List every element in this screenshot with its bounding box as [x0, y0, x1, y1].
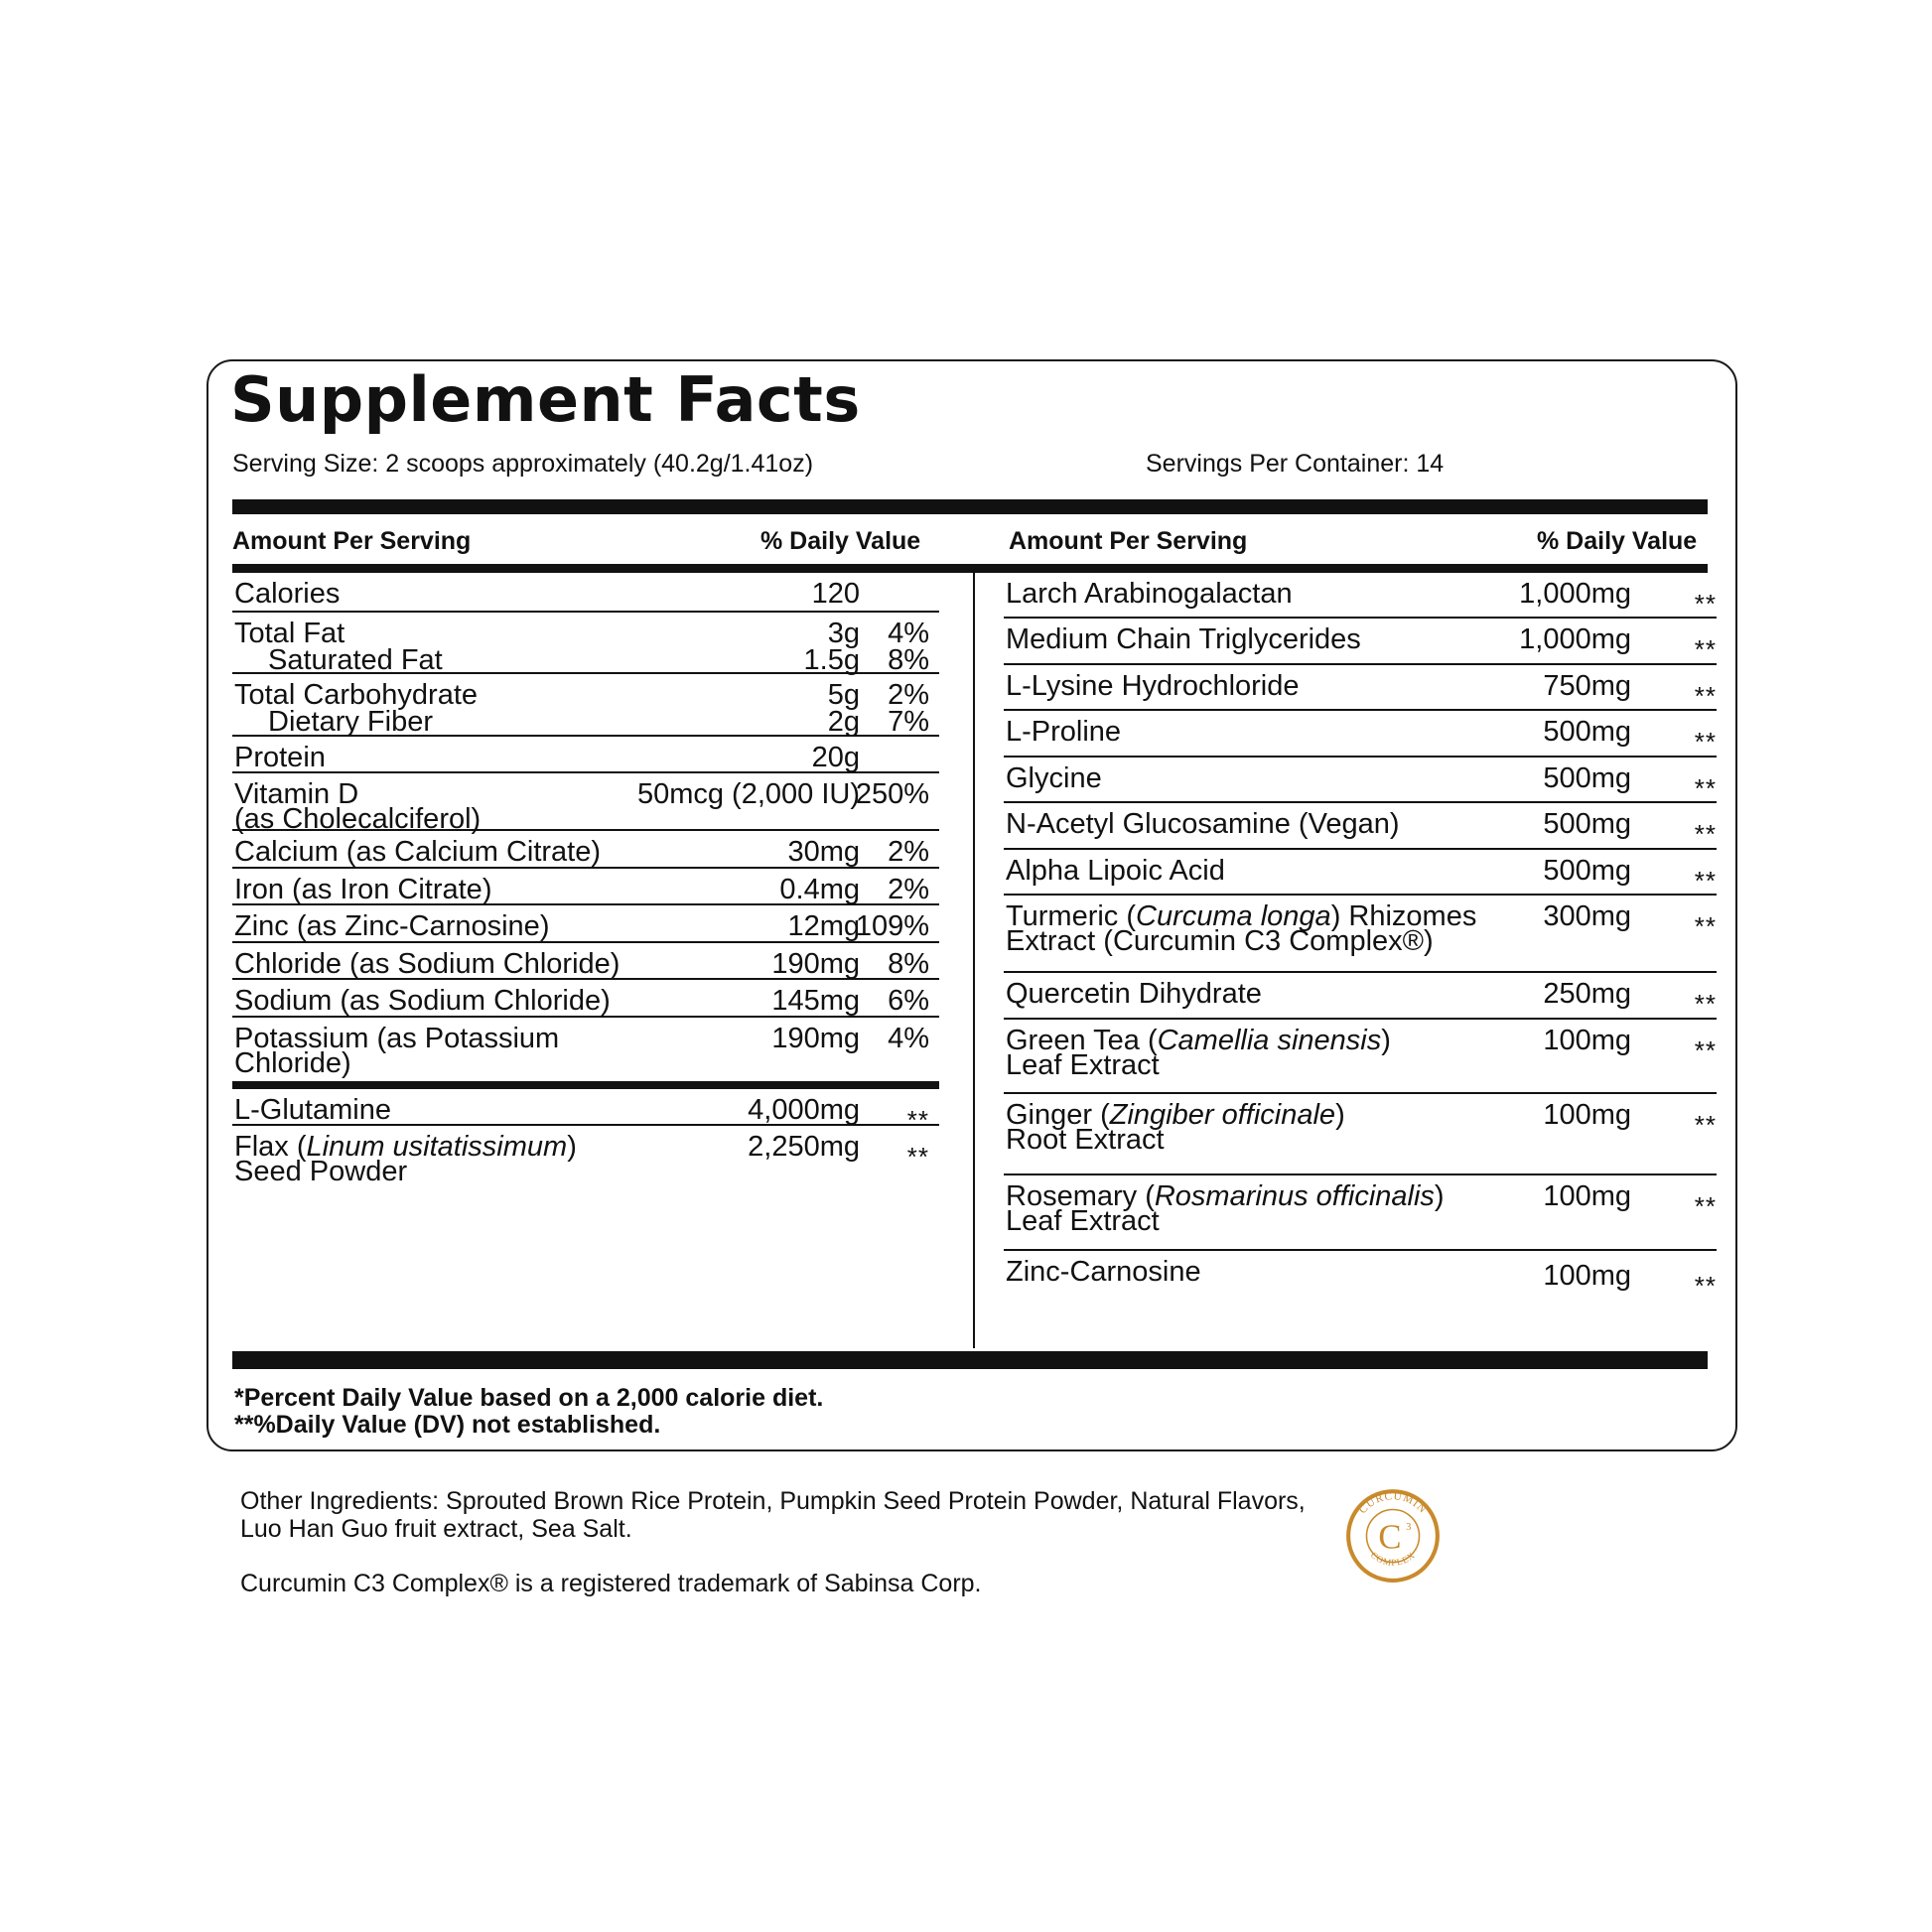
name-prefix: Ginger (: [1006, 1099, 1110, 1131]
nutrient-name: Medium Chain Triglycerides: [1006, 623, 1361, 655]
nutrient-row: [232, 869, 939, 905]
name-prefix: Turmeric (: [1006, 900, 1137, 932]
daily-value: 2%: [888, 874, 929, 905]
right-nutrient-list: [1004, 573, 1717, 1311]
nutrient-row: [1004, 1094, 1717, 1175]
amount-value: 100mg: [1543, 1260, 1631, 1292]
right-amount-header: Amount Per Serving: [1009, 527, 1248, 555]
daily-value: 4%: [888, 618, 929, 649]
dv-not-established: **: [1694, 727, 1717, 757]
column-divider: [973, 572, 975, 1348]
amount-value: 1,000mg: [1519, 623, 1631, 655]
nutrient-name: Iron (as Iron Citrate): [234, 874, 492, 905]
name-suffix: ): [1335, 1099, 1345, 1131]
dv-not-established: **: [1694, 589, 1717, 619]
curcumin-c3-seal-icon: [1342, 1483, 1444, 1585]
left-nutrient-list: [232, 573, 939, 1187]
nutrient-row: [1004, 850, 1717, 896]
name-suffix: ): [1381, 1025, 1391, 1056]
amount-value: 3g: [827, 618, 860, 649]
nutrient-name: Total Carbohydrate: [234, 679, 479, 711]
nutrient-name: L-Glutamine: [234, 1094, 391, 1126]
sub-nutrient-name: Saturated Fat: [268, 644, 443, 676]
amount-value: 500mg: [1543, 855, 1631, 887]
svg-text:C: C: [1378, 1517, 1402, 1557]
other-ingredients: Other Ingredients: Sprouted Brown Rice Protein, Pumpkin Seed Protein Powder, Natural Flavors, Luo Han Guo fruit extract, Sea Salt.: [240, 1487, 1306, 1543]
nutrient-row: [1004, 711, 1717, 758]
amount-value: 750mg: [1543, 670, 1631, 702]
dv-not-established: **: [1694, 1191, 1717, 1221]
nutrient-name: Vitamin D: [234, 778, 359, 810]
amount-value: 100mg: [1543, 1025, 1631, 1056]
dv-not-established: **: [1694, 819, 1717, 849]
nutrient-row: [1004, 758, 1717, 803]
amount-value: 500mg: [1543, 808, 1631, 840]
nutrient-row: [232, 674, 939, 737]
nutrient-name: Zinc (as Zinc-Carnosine): [234, 910, 550, 942]
dv-not-established: **: [1694, 911, 1717, 941]
nutrient-name: Glycine: [1006, 762, 1102, 794]
dv-not-established: **: [1694, 773, 1717, 803]
bottom-thick-rule: [232, 1351, 1708, 1369]
name-suffix: ) Rhizomes: [1330, 900, 1477, 932]
amount-value: 500mg: [1543, 762, 1631, 794]
name-latin: Camellia sinensis: [1157, 1025, 1382, 1056]
nutrient-name: Total Fat: [234, 618, 345, 649]
nutrient-name: Alpha Lipoic Acid: [1006, 855, 1225, 887]
name-latin: Curcuma longa: [1136, 900, 1331, 932]
nutrient-row: [232, 905, 939, 943]
nutrient-name: Zinc-Carnosine: [1006, 1256, 1201, 1288]
nutrient-row: [232, 943, 939, 980]
nutrient-name-line2: Leaf Extract: [1006, 1049, 1160, 1081]
dv-not-established: **: [1694, 634, 1717, 664]
name-prefix: Flax (: [234, 1131, 307, 1163]
nutrient-row: [1004, 973, 1717, 1020]
daily-value: 109%: [855, 910, 929, 942]
svg-text:3: 3: [1406, 1521, 1412, 1533]
amount-value: 2,250mg: [748, 1131, 860, 1163]
right-dv-header: % Daily Value: [1537, 527, 1698, 555]
name-latin: Rosmarinus officinalis: [1154, 1180, 1435, 1212]
footnote-percent-dv: *Percent Daily Value based on a 2,000 calorie diet.: [234, 1384, 824, 1412]
name-latin: Zingiber officinale: [1109, 1099, 1336, 1131]
daily-value: 250%: [855, 778, 929, 810]
nutrient-row: [1004, 1020, 1717, 1094]
svg-text:CURCUMIN: CURCUMIN: [1356, 1490, 1430, 1517]
footnote-dv-not-established: **%Daily Value (DV) not established.: [234, 1411, 661, 1439]
amount-value: 12mg: [787, 910, 860, 942]
nutrient-name-line2: Seed Powder: [234, 1156, 408, 1187]
nutrient-row: [1004, 665, 1717, 711]
nutrient-name: Sodium (as Sodium Chloride): [234, 985, 611, 1017]
nutrient-name-line2: Extract (Curcumin C3 Complex®): [1006, 925, 1434, 957]
nutrient-row: [1004, 1175, 1717, 1251]
nutrient-row: [232, 573, 939, 613]
dv-not-established: **: [1694, 989, 1717, 1019]
svg-text:COMPLEX: COMPLEX: [1368, 1549, 1418, 1569]
amount-value: 50mcg (2,000 IU): [636, 778, 860, 810]
dv-not-established: **: [1694, 681, 1717, 711]
nutrient-name: Protein: [234, 742, 326, 773]
daily-value: 2%: [888, 836, 929, 868]
nutrient-row: [232, 1126, 939, 1187]
sub-daily-value: 8%: [888, 644, 929, 676]
nutrient-name: N-Acetyl Glucosamine (Vegan): [1006, 808, 1400, 840]
sub-nutrient-name: Dietary Fiber: [268, 706, 433, 738]
left-amount-header: Amount Per Serving: [232, 527, 472, 555]
nutrient-row: [1004, 619, 1717, 665]
dv-not-established: **: [1694, 1035, 1717, 1065]
nutrient-name: L-Proline: [1006, 716, 1122, 748]
nutrient-name: Quercetin Dihydrate: [1006, 978, 1262, 1010]
dv-not-established: **: [1694, 1271, 1717, 1301]
amount-value: 500mg: [1543, 716, 1631, 748]
nutrient-name-line2: Root Extract: [1006, 1124, 1165, 1156]
nutrient-row: [1004, 573, 1717, 619]
amount-value: 4,000mg: [748, 1094, 860, 1126]
amount-value: 0.4mg: [779, 874, 860, 905]
top-thick-rule: [232, 499, 1708, 514]
nutrient-name: Larch Arabinogalactan: [1006, 578, 1293, 610]
amount-value: 145mg: [771, 985, 860, 1017]
name-latin: Linum usitatissimum: [306, 1131, 568, 1163]
amount-value: 100mg: [1543, 1099, 1631, 1131]
amount-value: 100mg: [1543, 1180, 1631, 1212]
nutrient-row: [232, 831, 939, 869]
nutrient-row: [232, 1089, 939, 1135]
nutrient-name: Calories: [234, 578, 341, 610]
daily-value: 2%: [888, 679, 929, 711]
trademark-notice: Curcumin C3 Complex® is a registered trademark of Sabinsa Corp.: [240, 1570, 982, 1597]
nutrient-row: [232, 1018, 939, 1089]
daily-value: 8%: [888, 948, 929, 980]
nutrient-row: [1004, 1251, 1717, 1311]
sub-amount-value: 1.5g: [803, 644, 860, 676]
amount-value: 120: [811, 578, 860, 610]
panel-title: Supplement Facts: [230, 363, 861, 436]
daily-value: 4%: [888, 1023, 929, 1054]
dv-not-established: **: [906, 1105, 929, 1135]
amount-value: 190mg: [771, 948, 860, 980]
nutrient-row: [232, 980, 939, 1018]
dv-not-established: **: [1694, 1110, 1717, 1140]
nutrient-name: Calcium (as Calcium Citrate): [234, 836, 602, 868]
nutrient-name: L-Lysine Hydrochloride: [1006, 670, 1300, 702]
dv-not-established: **: [1694, 866, 1717, 896]
amount-value: 190mg: [771, 1023, 860, 1054]
left-dv-header: % Daily Value: [760, 527, 921, 555]
nutrient-name-line2: (as Cholecalciferol): [234, 803, 482, 835]
amount-value: 5g: [827, 679, 860, 711]
servings-per-container: Servings Per Container: 14: [1146, 450, 1445, 478]
amount-value: 300mg: [1543, 900, 1631, 932]
name-prefix: Rosemary (: [1006, 1180, 1155, 1212]
daily-value: 6%: [888, 985, 929, 1017]
amount-value: 250mg: [1543, 978, 1631, 1010]
amount-value: 1,000mg: [1519, 578, 1631, 610]
nutrient-row: [232, 773, 939, 835]
name-suffix: ): [1434, 1180, 1445, 1212]
name-prefix: Green Tea (: [1006, 1025, 1158, 1056]
nutrient-row: [232, 613, 939, 674]
nutrient-row: [1004, 896, 1717, 973]
header-rule: [232, 564, 1708, 573]
nutrient-row: [232, 737, 939, 773]
nutrient-name: Chloride (as Sodium Chloride): [234, 948, 621, 980]
nutrient-name: Potassium (as Potassium: [234, 1023, 560, 1054]
amount-value: 30mg: [787, 836, 860, 868]
name-suffix: ): [567, 1131, 577, 1163]
sub-amount-value: 2g: [827, 706, 860, 738]
dv-not-established: **: [906, 1142, 929, 1172]
nutrient-name-line2: Leaf Extract: [1006, 1205, 1160, 1237]
nutrient-row: [1004, 803, 1717, 850]
sub-daily-value: 7%: [888, 706, 929, 738]
serving-size: Serving Size: 2 scoops approximately (40.2g/1.41oz): [232, 450, 814, 478]
amount-value: 20g: [811, 742, 860, 773]
nutrient-name-line2: Chloride): [234, 1047, 351, 1079]
